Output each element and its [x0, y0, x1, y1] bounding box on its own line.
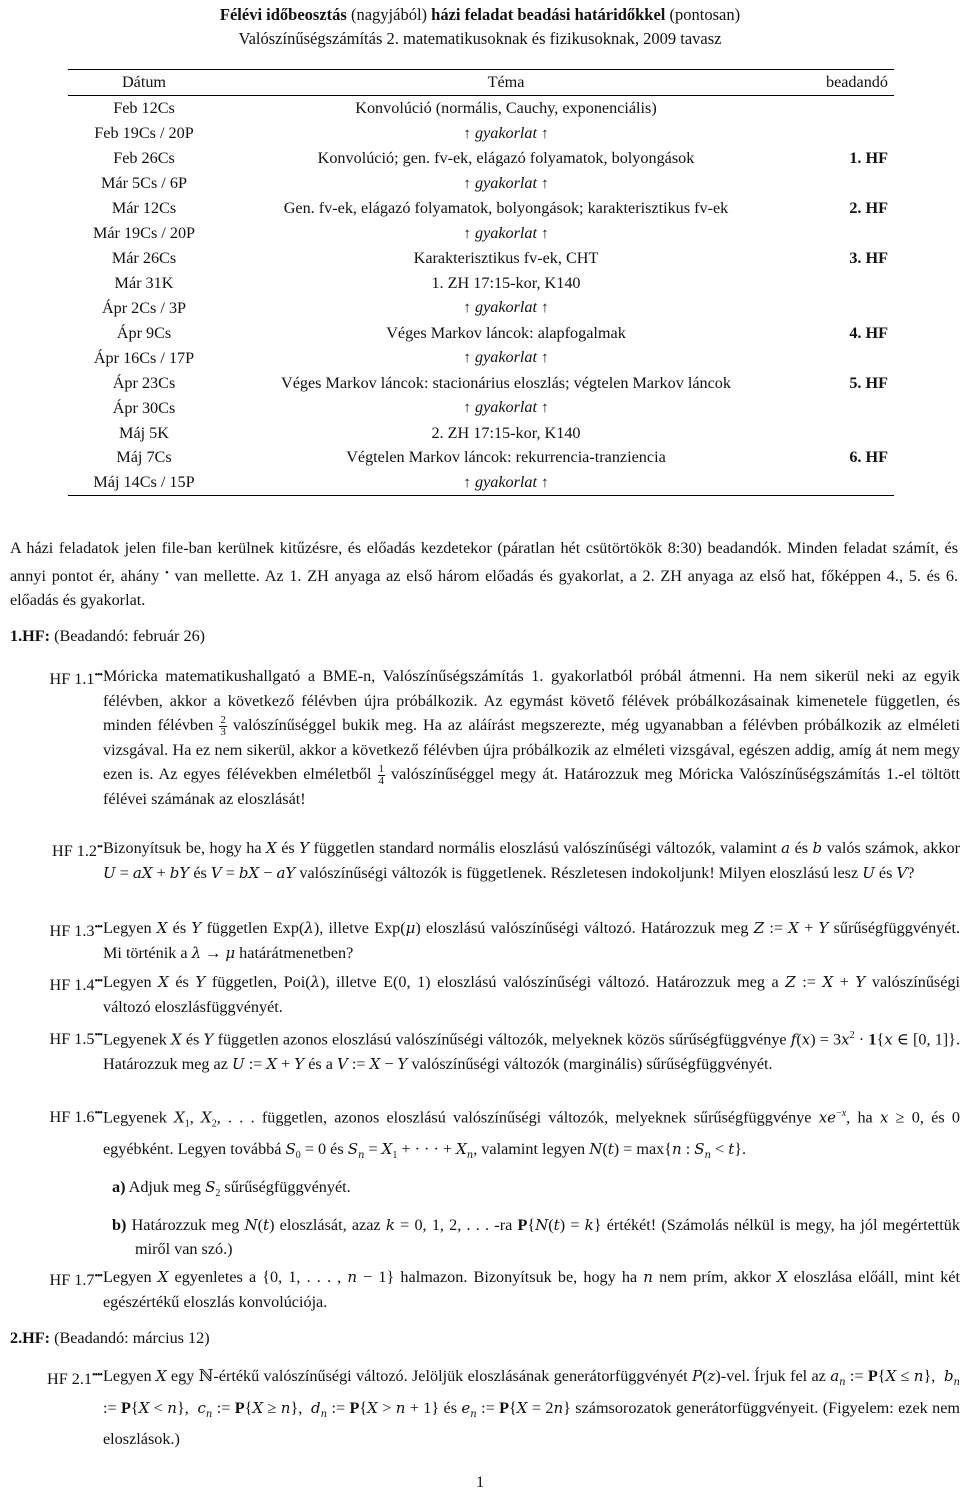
table-row [68, 221, 894, 247]
table-row [68, 295, 894, 321]
row-homework [792, 345, 894, 371]
row-date: Feb 12Cs [113, 99, 175, 117]
up-arrow-icon: ↑ [541, 350, 549, 366]
up-arrow-icon: ↑ [463, 350, 471, 366]
row-homework: 4. HF [849, 323, 888, 342]
row-date: Ápr 2Cs / 3P [101, 298, 187, 317]
table-row [68, 321, 894, 346]
row-topic: Véges Markov láncok: stacionárius eloszlás; végtelen Markov láncok [281, 373, 731, 392]
up-arrow-icon: ↑ [541, 400, 549, 416]
table-row [68, 96, 894, 121]
row-topic [220, 295, 792, 321]
table-row [68, 246, 894, 271]
schedule-header-row [68, 70, 894, 96]
difficulty-dots: ••• [94, 670, 102, 681]
schedule-body [68, 96, 894, 496]
row-homework [792, 421, 894, 446]
difficulty-dots: •• [96, 842, 102, 853]
gyakorlat-label: gyakorlat [474, 298, 538, 316]
row-date: Ápr 16Cs / 17P [93, 348, 195, 367]
row-date: Már 26Cs [111, 249, 177, 267]
table-row [68, 196, 894, 221]
up-arrow-icon: ↑ [541, 474, 549, 491]
col-header-hw: beadandó [825, 73, 888, 92]
row-homework [792, 295, 894, 321]
problem-text: Legyenek X és Y független azonos eloszlású valószínűségi változók, melyeknek közös sűrűségfüggvénye $f(x) = 3x^2 \cdot 1\{x$ ∈ [0, 1]}. Határozzuk meg az U := X + Y és a V := X − Y valószínűségi változók (marginális) sűrűségfüggvényét. [103, 1030, 960, 1073]
gyakorlat-label: gyakorlat [474, 398, 538, 416]
difficulty-dots: ••• [94, 976, 102, 987]
document-header [0, 3, 960, 51]
up-arrow-icon: ↑ [463, 300, 471, 316]
gyakorlat-label: gyakorlat [474, 223, 538, 242]
row-topic [220, 171, 792, 197]
header-line-2: Valószínűségszámítás 2. matematikusoknak és fizikusoknak, 2009 tavasz [238, 29, 722, 48]
row-topic [220, 395, 792, 421]
difficulty-dots: ••• [94, 1030, 102, 1041]
col-header-date: Dátum [121, 73, 167, 92]
row-topic: 1. ZH 17:15-kor, K140 [431, 273, 581, 292]
row-homework [792, 96, 894, 121]
table-row [68, 271, 894, 296]
row-homework [792, 171, 894, 197]
row-topic: Konvolúció (normális, Cauchy, exponenciális) [355, 99, 657, 117]
row-topic [220, 470, 792, 496]
up-arrow-icon: ↑ [541, 300, 549, 316]
up-arrow-icon: ↑ [463, 175, 471, 192]
hw2-section-heading: 2.HF: (Beadandó: március 12) [10, 1329, 210, 1347]
row-topic: 2. ZH 17:15-kor, K140 [431, 423, 581, 442]
table-row [68, 146, 894, 171]
up-arrow-icon: ↑ [463, 125, 471, 142]
document-page: Félévi időbeosztás (nagyjából) házi feladat beadási határidőkkel (pontosan) Valószínűségszámítás 2. matematikusoknak és fizikusoknak, 2009 tavasz Dátum Téma beadandó Feb 12Cs Konvolúció (normális, Cauchy, exponenciális) Feb 19Cs / 20P ↑ gyakorlat ↑ Feb 26Cs Konvolúció; gen. fv-ek, elágazó folyamatok, bolyongások 1. HF Már 5Cs / 6P ↑ gyakorlat ↑ Már 12Cs Gen. fv-ek, elágazó folyamatok, bolyongások; karakterisztikus fv-ek 2. HF Már 19Cs / 20P ↑ gyakorlat ↑ Már 26Cs Karakterisztikus fv-ek, CHT 3. HF Már 31K 1. ZH 17:15-kor, K140 Ápr 2Cs / 3P ↑ gyakorlat ↑ Ápr 9Cs Véges Markov láncok: alapfogalmak 4. HF Ápr 16Cs / 17P ↑ gyakorlat ↑ Ápr 23Cs Véges Markov láncok: stacionárius eloszlás; végtelen Markov láncok 5. HF Ápr 30Cs ↑ gyakorlat ↑ Máj 5K 2. ZH 17:15-kor, K140 Máj 7Cs Végtelen Markov láncok: rekurrencia-tranziencia 6. HF Máj 14Cs / 15P ↑ gyakorlat ↑ A házi feladatok jelen file-ban kerülnek kitűzésre, és előadás kezdetekor (páratlan hét csütörtökök 8:30) beadandók. Minden feladat számít, és annyi pontot ér, ahány • van mellette. Az 1. ZH anyaga az első három előadás és gyakorlat, a 2. ZH anyaga az első hat, főképpen 4., 5. és 6. előadás és gyakorlat. 1.HF: (Beadandó: február 26) HF 1.1••• Móricka matematikushallgató a BME-n, Valószínűségszámítás 1. gyakorlatból próbál átmenni. Ha nem sikerül neki az egyik félévben, akkor a következő félévben újra próbálkozik. Az egymást követő félévek próbálkozásainak kimenetele független, és minden félévben $\frac{2}{3}$ valószínűséggel bukik meg. Ha az aláírást megszerezte, még ugyanabban a félévben próbálkozik az elméleti vizsgával. Ha ez nem sikerül, akkor a következő félévben újra próbálkozik az elméleti vizsgával, egészen addig, amíg át nem megy ezen is. Az egyes félévekben elméletből $\frac{1}{4}$ valószínűséggel megy át. Határozzuk meg Móricka Valószínűségszámítás 1.-el töltött félévei számának az eloszlását! HF 1.2•• Bizonyítsuk be, hogy ha X és Y független standard normális eloszlású valószínűségi változók, valamint a és b valós számok, akkor U = aX + bY és V = bX − aY valószínűségi változók is függetlenek. Részletesen indokoljunk! Milyen eloszlású lesz U és V? HF 1.3••• Legyen X és Y független Exp(λ), illetve Exp(μ) eloszlású valószínűségi változó. Határozzuk meg Z := X + Y sűrűségfüggvényét. Mi történik a λ → μ határátmenetben? HF 1.4••• Legyen X és Y független, Poi(λ), illetve E(0, 1) eloszlású valószínűségi változó. Határozzuk meg a Z := X + Y valószínűségi változó eloszlásfüggvényét. HF 1.5••• Legyenek X és Y független azonos eloszlású valószínűségi változók, melyeknek közös sűrűségfüggvénye $f(x) = 3x^2 \cdot 1\{x$ ∈ [0, 1]}. Határozzuk meg az U := X + Y és a V := X − Y valószínűségi változók (marginális) sűrűségfüggvényét. HF 1.6••• Legyenek $X_1$, $X_2$, . . . független, azonos eloszlású valószínűségi változók, melyeknek sűrűségfüggvénye $xe^{-x}$, ha x ≥ 0, és 0 egyébként. Legyen továbbá $S_0 = 0$ és $S_n = X_1$ + · · · + $X_n$, valamint legyen N(t) = max{n : $S_n < t$}. a) Adjuk meg $S_2$ sűrűségfüggvényét. b) Határozzuk meg N(t) eloszlását, azaz k = 0, 1, 2, . . . -ra P{N(t) = k} értékét! (Számolás nélkül is megy, ha jól megértettük miről van szó.) HF 1.7••• Legyen X egyenletes a {0, 1, . . . , n − 1} halmazon. Bizonyítsuk be, hogy ha n nem prím, akkor X eloszlása előáll, mint két egészértékű eloszlás konvolúciója. 2.HF: (Beadandó: március 12) HF 2.1•••• Legyen X egy ℕ-értékű valószínűségi változó. Jelöljük eloszlásának generátorfüggvényét P(z)-vel. Írjuk fel az $a_n$ := P{X ≤ n}, $b_n$ := P{X < n}, $c_n$ := P{X ≥ n}, $d_n$ := P{X > n + 1} és $e_n$ := P{X = 2n} számsorozatok generátorfüggvényeit. (Figyelem: ezek nem eloszlások.) 1 [0, 0, 960, 1493]
row-date: Már 31K [114, 273, 174, 292]
row-homework [792, 395, 894, 421]
row-date: Máj 5K [119, 423, 169, 442]
table-row [68, 345, 894, 371]
problem-text: Legyen X egyenletes a {0, 1, . . . , n − 1} halmazon. Bizonyítsuk be, hogy ha n nem prím, akkor X eloszlása előáll, mint két egészértékű eloszlás konvolúciója. [103, 1268, 960, 1311]
table-row [68, 121, 894, 147]
row-homework: 6. HF [849, 448, 888, 466]
table-row [68, 470, 894, 496]
row-topic [220, 121, 792, 147]
problem-text: Legyen X és Y független Exp(λ), illetve Exp(μ) eloszlású valószínűségi változó. Határozzuk meg Z := X + Y sűrűségfüggvényét. Mi történik a λ → μ határátmenetben? [103, 919, 960, 962]
row-homework: 1. HF [849, 149, 888, 167]
row-date: Már 12Cs [111, 199, 177, 217]
row-homework: 5. HF [849, 373, 888, 392]
problem-text: Bizonyítsuk be, hogy ha X és Y független standard normális eloszlású valószínűségi változók, valamint a és b valós számok, akkor U = aX + bY és V = bX − aY valószínűségi változók is függetlenek. Részletesen indokoljunk! Milyen eloszlású lesz U és V? [103, 839, 960, 882]
row-date: Máj 14Cs / 15P [93, 473, 195, 491]
row-homework [792, 121, 894, 147]
header-line-1: Félévi időbeosztás (nagyjából) házi feladat beadási határidőkkel (pontosan) [219, 5, 741, 24]
up-arrow-icon: ↑ [463, 474, 471, 491]
row-topic: Konvolúció; gen. fv-ek, elágazó folyamatok, bolyongások [317, 149, 695, 167]
up-arrow-icon: ↑ [541, 175, 549, 192]
row-date: Feb 26Cs [113, 149, 175, 167]
problem-text: Legyenek $X_1$, $X_2$, . . . független, azonos eloszlású valószínűségi változók, melyeknek sűrűségfüggvénye $xe^{-x}$, ha x ≥ 0, és 0 egyébként. Legyen továbbá $S_0 = 0$ és $S_n = X_1$ + · · · + $X_n$, valamint legyen N(t) = max{n : $S_n < t$}. a) Adjuk meg $S_2$ sűrűségfüggvényét. b) Határozzuk meg N(t) eloszlását, azaz k = 0, 1, 2, . . . -ra P{N(t) = k} értékét! (Számolás nélkül is megy, ha jól megértettük miről van szó.) [103, 1108, 960, 1259]
row-date: Ápr 30Cs [112, 398, 176, 417]
gyakorlat-label: gyakorlat [474, 123, 538, 142]
difficulty-dots: ••• [94, 1108, 102, 1119]
row-date: Ápr 9Cs [116, 323, 172, 342]
hw1-section-heading: 1.HF: (Beadandó: február 26) [10, 627, 206, 645]
problem-text: Legyen X egy ℕ-értékű valószínűségi változó. Jelöljük eloszlásának generátorfüggvényét P(z)-vel. Írjuk fel az $a_n$ := P{X ≤ n}, $b_n$ := P{X < n}, $c_n$ := P{X ≥ n}, $d_n$ := P{X > n + 1} és $e_n$ := P{X = 2n} számsorozatok generátorfüggvényeit. (Figyelem: ezek nem eloszlások.) [103, 1367, 960, 1448]
row-topic [220, 221, 792, 247]
row-topic: Végtelen Markov láncok: rekurrencia-tranziencia [346, 448, 666, 466]
bullet-icon: • [164, 566, 169, 579]
up-arrow-icon: ↑ [541, 125, 549, 142]
gyakorlat-label: gyakorlat [474, 472, 538, 491]
page-number: 1 [475, 1473, 485, 1491]
table-row [68, 445, 894, 470]
row-homework: 2. HF [849, 199, 888, 217]
row-date: Ápr 23Cs [112, 373, 176, 392]
table-row [68, 371, 894, 396]
problem-text: Móricka matematikushallgató a BME-n, Valószínűségszámítás 1. gyakorlatból próbál átmenni. Ha nem sikerül neki az egyik félévben, akkor a következő félévben újra próbálkozik. Az egymást követő félévek próbálkozásainak kimenetele független, és minden félévben $\frac{2}{3}$ valószínűséggel bukik meg. Ha az aláírást megszerezte, még ugyanabban a félévben próbálkozik az elméleti vizsgával. Ha ez nem sikerül, akkor a következő félévben újra próbálkozik az elméleti vizsgával, egészen addig, amíg át nem megy ezen is. Az egyes félévekben elméletből $\frac{1}{4}$ valószínűséggel megy át. Határozzuk meg Móricka Valószínűségszámítás 1.-el töltött félévei számának az eloszlását! [103, 667, 960, 809]
table-row [68, 421, 894, 446]
intro-paragraph: A házi feladatok jelen file-ban kerülnek kitűzésre, és előadás kezdetekor (páratlan hét csütörtökök 8:30) beadandók. Minden feladat számít, és annyi pontot ér, ahány • van mellette. Az 1. ZH anyaga az első három előadás és gyakorlat, a 2. ZH anyaga az első hat, főképpen 4., 5. és 6. előadás és gyakorlat. [10, 539, 958, 609]
schedule-table [68, 69, 894, 496]
table-row [68, 395, 894, 421]
difficulty-dots: •••• [91, 1370, 102, 1381]
difficulty-dots: ••• [94, 1271, 102, 1282]
gyakorlat-label: gyakorlat [474, 173, 538, 192]
row-homework [792, 271, 894, 296]
row-date: Máj 7Cs [116, 448, 172, 466]
row-homework: 3. HF [849, 249, 888, 267]
gyakorlat-label: gyakorlat [474, 348, 538, 366]
up-arrow-icon: ↑ [463, 225, 471, 242]
row-topic: Véges Markov láncok: alapfogalmak [386, 323, 626, 342]
row-date: Feb 19Cs / 20P [94, 124, 194, 142]
row-topic [220, 345, 792, 371]
row-topic: Karakterisztikus fv-ek, CHT [413, 249, 599, 267]
up-arrow-icon: ↑ [463, 400, 471, 416]
col-header-topic: Téma [487, 73, 525, 92]
row-homework [792, 470, 894, 496]
problem-text: Legyen X és Y független, Poi(λ), illetve E(0, 1) eloszlású valószínűségi változó. Határozzuk meg a Z := X + Y valószínűségi változó eloszlásfüggvényét. [103, 973, 960, 1016]
row-date: Már 19Cs / 20P [92, 224, 196, 242]
row-date: Már 5Cs / 6P [101, 174, 187, 192]
row-homework [792, 221, 894, 247]
up-arrow-icon: ↑ [541, 225, 549, 242]
difficulty-dots: ••• [94, 922, 102, 933]
row-topic: Gen. fv-ek, elágazó folyamatok, bolyongások; karakterisztikus fv-ek [283, 199, 729, 217]
table-row [68, 171, 894, 197]
